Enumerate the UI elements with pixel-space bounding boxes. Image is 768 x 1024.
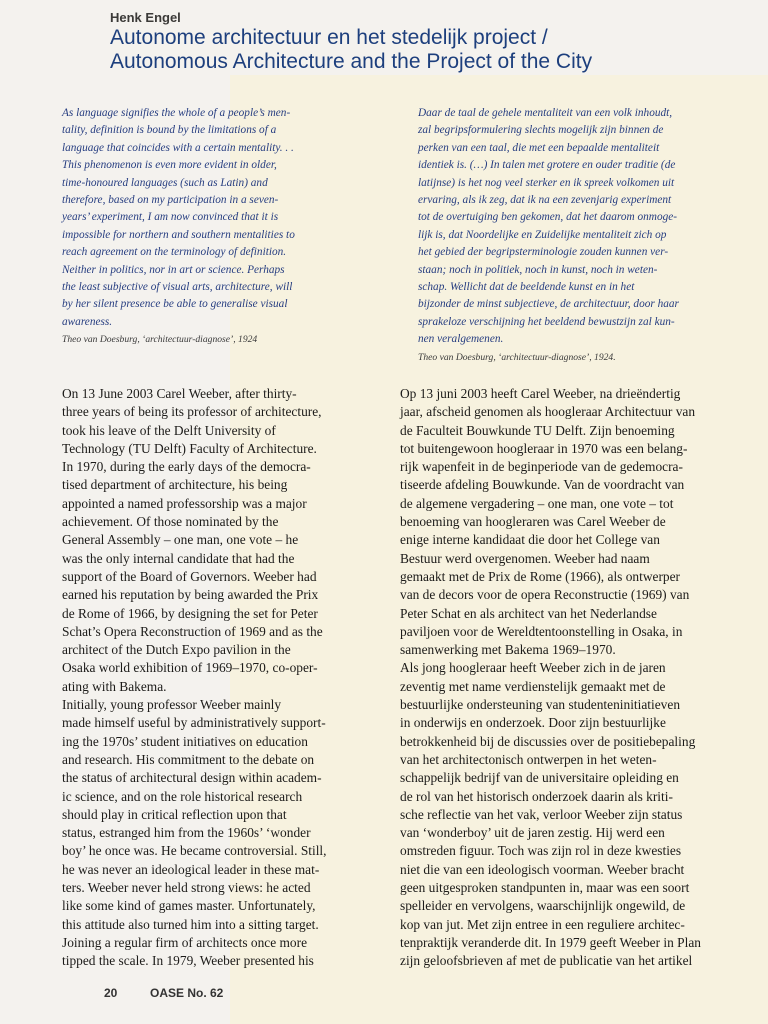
body-line: enige interne kandidaat die door het College van (400, 532, 660, 548)
body-line: sche reflectie van het vak, verloor Weeber zijn status (400, 806, 683, 822)
epigraph-line: latijnse) is het nog veel sterker en ik spreek volkomen uit (418, 176, 675, 189)
body-line: in onderwijs en onderzoek. Door zijn bestuurlijke (400, 715, 666, 731)
epigraph-line: This phenomenon is even more evident in older, (62, 159, 277, 172)
body-line: Joining a regular firm of architects once more (62, 934, 308, 950)
body-line: spelleider en vervolgens, waarschijnlijk ongewild, de (400, 898, 686, 914)
epigraph-line: language that coincides with a certain mentality. . . (62, 141, 294, 154)
body-line: General Assembly – one man, one vote – he (62, 532, 299, 548)
body-line: Schat’s Opera Reconstruction of 1969 and as the (62, 623, 323, 639)
epigraph-line: As language signifies the whole of a people’s men- (62, 107, 291, 119)
body-line: achievement. Of those nominated by the (62, 514, 279, 530)
body-line: ating with Bakema. (62, 678, 167, 694)
body-line: status, estranged him from the 1960s’ ‘wonder (62, 825, 311, 841)
body-line: Technology (TU Delft) Faculty of Architecture. (62, 440, 317, 456)
body-text-english (62, 385, 382, 971)
body-line: ing the 1970s’ student initiatives on education (62, 733, 308, 749)
body-line: samenwerking met Bakema 1969–1970. (400, 642, 616, 658)
epigraph-line: reach agreement on the terminology of definition. (62, 246, 287, 259)
body-line: this attitude also turned him into a sitting target. (62, 916, 319, 932)
body-line: de Faculteit Bouwkunde TU Delft. Zijn benoeming (400, 422, 675, 438)
journal-name: OASE No. 62 (150, 986, 224, 1000)
body-line: tised department of architecture, his being (62, 477, 288, 493)
body-line: three years of being its professor of architecture, (62, 404, 322, 420)
epigraph-dutch-citation: Theo van Doesburg, ‘architectuur-diagnose’, 1924. (418, 351, 616, 363)
article-title (110, 26, 750, 74)
body-line: Als jong hoogleraar heeft Weeber zich in de jaren (400, 660, 666, 676)
epigraph-line: impossible for northern and southern mentalities to (62, 228, 295, 241)
body-line: On 13 June 2003 Carel Weeber, after thirty- (62, 386, 297, 401)
epigraph-line: Neither in politics, nor in art or science. Perhaps (62, 263, 285, 276)
epigraph-english (62, 105, 362, 347)
epigraph-line: by her silent presence be able to generalise visual (62, 298, 288, 311)
epigraph-line: tality, definition is bound by the limitations of a (62, 124, 277, 137)
body-line: earned his reputation by being awarded the Prix (62, 587, 319, 603)
body-line: took his leave of the Delft University of (62, 422, 276, 438)
body-line: ic science, and on the role historical research (62, 788, 303, 804)
body-line: ters. Weeber never held strong views: he acted (62, 880, 311, 896)
body-line: tot buitengewoon hoogleraar in 1970 was een belang- (400, 440, 688, 456)
body-line: kop van jut. Met zijn entree in een reguliere architec- (400, 916, 685, 932)
body-line: jaar, afscheid genomen als hoogleraar Architectuur van (400, 404, 696, 420)
body-line: zijn geloofsbrieven af met de publicatie van het artikel (400, 953, 693, 969)
body-line: he was never an ideological leader in these mat- (62, 861, 320, 877)
body-line: van het architectonisch ontwerpen in het weten- (400, 751, 657, 767)
body-line: made himself useful by administratively support- (62, 715, 326, 731)
epigraph-line: schap. Wellicht dat de beeldende kunst en in het (418, 281, 635, 294)
epigraph-line: bijzonder de minst subjectieve, de architectuur, door haar (418, 298, 679, 311)
body-line: Bestuur werd overgenomen. Weeber had naam (400, 550, 650, 566)
body-line: rijk wapenfeit in de beginperiode van de gedemocra- (400, 459, 683, 475)
body-line: de algemene vergadering – one man, one vote – tot (400, 495, 674, 511)
epigraph-line: awareness. (62, 315, 113, 328)
body-line: the status of architectural design within academ- (62, 770, 322, 786)
epigraph-line: Daar de taal de gehele mentaliteit van een volk inhoudt, (418, 107, 673, 119)
page-number: 20 (104, 986, 118, 1000)
epigraph-line: zal begripsformulering slechts mogelijk zijn binnen de (418, 124, 664, 137)
body-line: boy’ he once was. He became controversial. Still, (62, 843, 327, 859)
body-line: and research. His commitment to the debate on (62, 751, 315, 767)
epigraph-line: sprakeloze verschijning het beeldend bewustzijn zal kun- (418, 315, 675, 328)
body-line: van de decors voor de opera Reconstructie (1969) van (400, 587, 690, 603)
body-line: Initially, young professor Weeber mainly (62, 697, 282, 713)
body-line: omstreden figuur. Toch was zijn rol in deze kwesties (400, 843, 682, 859)
body-line: tipped the scale. In 1979, Weeber presented his (62, 953, 314, 969)
epigraph-line: ervaring, als ik zeg, dat ik na een zevenjarig experiment (418, 194, 672, 207)
epigraph-line: time-honoured languages (such as Latin) and (62, 176, 268, 189)
epigraph-dutch-text (418, 105, 763, 349)
body-line: like some kind of games master. Unfortunately, (62, 898, 316, 914)
body-text-english-lines (62, 385, 382, 971)
body-line: architect of the Dutch Expo pavilion in the (62, 642, 291, 658)
body-line: Osaka world exhibition of 1969–1970, co-oper- (62, 660, 318, 676)
body-line: niet die van een ideologisch voorman. Weeber bracht (400, 861, 685, 877)
body-line: bestuurlijke ondersteuning van studenteninitiatieven (400, 697, 681, 713)
body-line: Op 13 juni 2003 heeft Carel Weeber, na drieëndertig (400, 386, 681, 401)
title-line-dutch: Autonome architectuur en het stedelijk project / (110, 26, 548, 49)
epigraph-english-citation: Theo van Doesburg, ‘architectuur-diagnose’, 1924 (62, 334, 258, 346)
epigraph-english-text (62, 105, 362, 331)
body-line: gemaakt met de Prix de Rome (1966), als ontwerper (400, 568, 681, 584)
epigraph-dutch (418, 105, 763, 365)
body-line: schappelijk bedrijf van de universitaire opleiding en (400, 770, 679, 786)
body-line: geen uitgesproken standpunten in, maar was een soort (400, 880, 690, 896)
epigraph-line: staan; noch in politiek, noch in kunst, noch in weten- (418, 263, 658, 276)
body-line: tiseerde afdeling Bouwkunde. Van de voordracht van (400, 477, 685, 493)
body-line: appointed a named professorship was a major (62, 495, 307, 511)
epigraph-line: identiek is. (…) In talen met grotere en ouder traditie (de (418, 159, 676, 172)
epigraph-line: nen veralgemenen. (418, 333, 504, 346)
body-line: Peter Schat en als architect van het Nederlandse (400, 605, 657, 621)
epigraph-line: therefore, based on my participation in a seven- (62, 194, 279, 207)
body-line: de Rome of 1966, by designing the set for Peter (62, 605, 318, 621)
body-line: van ‘wonderboy’ uit de jaren zestig. Hij werd een (400, 825, 665, 841)
epigraph-line: years’ experiment, I am now convinced that it is (62, 211, 279, 224)
body-line: In 1970, during the early days of the democra- (62, 459, 311, 475)
body-text-dutch-lines (400, 385, 765, 971)
body-line: de rol van het historisch onderzoek daarin als kriti- (400, 788, 673, 804)
body-line: paviljoen voor de Wereldtentoonstelling in Osaka, in (400, 623, 683, 639)
author-name: Henk Engel (110, 10, 181, 25)
body-line: should play in critical reflection upon that (62, 806, 287, 822)
body-line: zeventig met name verdienstelijk gemaakt met de (400, 678, 666, 694)
epigraph-line: perken van een taal, die met een bepaalde mentaliteit (418, 141, 660, 154)
body-line: was the only internal candidate that had the (62, 550, 295, 566)
body-line: tenpraktijk veranderde dit. In 1979 geeft Weeber in Plan (400, 934, 701, 950)
body-line: support of the Board of Governors. Weeber had (62, 568, 317, 584)
body-line: betrokkenheid bij de discussies over de positiebepaling (400, 733, 696, 749)
epigraph-line: tot de overtuiging ben gekomen, dat het daarom onmoge- (418, 211, 678, 224)
title-line-english: Autonomous Architecture and the Project of the City (110, 50, 593, 73)
epigraph-line: het gebied der begripsterminologie zouden kunnen ver- (418, 246, 669, 259)
body-text-dutch (400, 385, 765, 971)
epigraph-line: the least subjective of visual arts, architecture, will (62, 281, 293, 294)
body-line: benoeming van hoogleraren was Carel Weeber de (400, 514, 666, 530)
epigraph-line: lijk is, dat Noordelijke en Zuidelijke mentaliteit zich op (418, 228, 667, 241)
